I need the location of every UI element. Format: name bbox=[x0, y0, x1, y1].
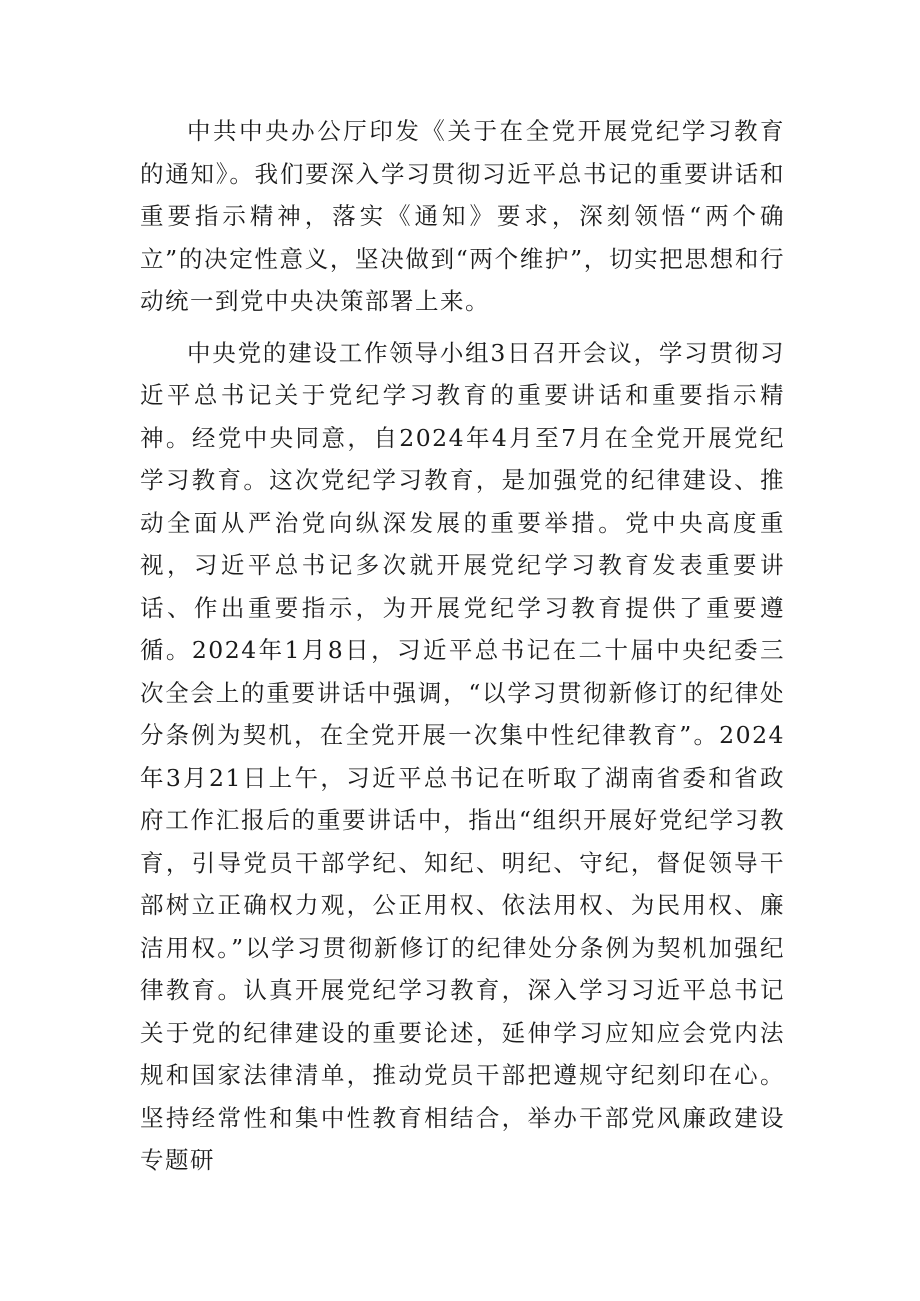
document-page bbox=[140, 110, 785, 1191]
paragraph-notice: 中共中央办公厅印发《关于在全党开展党纪学习教育的通知》。我们要深入学习贯彻习近平总书记的重要讲话和重要指示精神，落实《通知》要求，深刻领悟“两个确立”的决定性意义，坚决做到“两个维护”，切实把思想和行动统一到党中央决策部署上来。 bbox=[140, 117, 785, 315]
paragraph-meeting: 中央党的建设工作领导小组3日召开会议，学习贯彻习近平总书记关于党纪学习教育的重要讲话和重要指示精神。经党中央同意，自2024年4月至7月在全党开展党纪学习教育。这次党纪学习教育，是加强党的纪律建设、推动全面从严治党向纵深发展的重要举措。党中央高度重视，习近平总书记多次就开展党纪学习教育发表重要讲话、作出重要指示，为开展党纪学习教育提供了重要遵循。2024年1月8日，习近平总书记在二十届中央纪委三次全会上的重要讲话中强调，“以学习贯彻新修订的纪律处分条例为契机，在全党开展一次集中性纪律教育”。2024年3月21日上午，习近平总书记在听取了湖南省委和省政府工作汇报后的重要讲话中，指出“组织开展好党纪学习教育，引导党员干部学纪、知纪、明纪、守纪，督促领导干部树立正确权力观，公正用权、依法用权、为民用权、廉洁用权。”以学习贯彻新修订的纪律处分条例为契机加强纪律教育。认真开展党纪学习教育，深入学习习近平总书记关于党的纪律建设的重要论述，延伸学习应知应会党内法规和国家法律清单，推动党员干部把遵规守纪刻印在心。坚持经常性和集中性教育相结合，举办干部党风廉政建设专题研 bbox=[140, 338, 785, 1174]
